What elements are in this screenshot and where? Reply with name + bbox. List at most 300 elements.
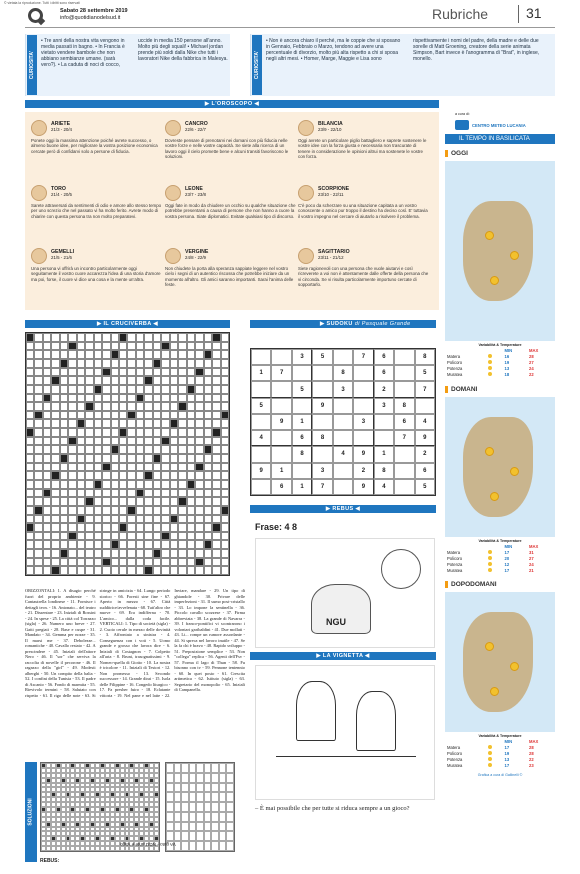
crossword-cell[interactable] (195, 411, 203, 420)
sudoku-cell[interactable]: 9 (415, 430, 435, 446)
crossword-cell[interactable] (170, 489, 178, 498)
crossword-cell[interactable] (77, 489, 85, 498)
crossword-cell[interactable] (68, 558, 76, 567)
crossword-cell[interactable] (153, 497, 161, 506)
crossword-cell[interactable] (195, 549, 203, 558)
crossword-cell[interactable] (77, 523, 85, 532)
crossword-cell[interactable] (178, 549, 186, 558)
crossword-cell[interactable] (51, 428, 59, 437)
crossword-cell[interactable] (111, 480, 119, 489)
crossword-cell[interactable] (178, 359, 186, 368)
crossword-cell[interactable] (94, 402, 102, 411)
crossword-cell[interactable] (178, 540, 186, 549)
crossword-cell[interactable] (144, 523, 152, 532)
crossword-cell[interactable] (195, 480, 203, 489)
crossword-cell[interactable] (212, 566, 220, 575)
crossword-cell[interactable] (43, 549, 51, 558)
crossword-cell[interactable] (144, 428, 152, 437)
crossword-cell[interactable] (221, 558, 229, 567)
crossword-cell[interactable] (204, 489, 212, 498)
crossword-cell[interactable] (26, 359, 34, 368)
crossword-cell[interactable] (68, 385, 76, 394)
crossword-cell[interactable] (153, 359, 161, 368)
sudoku-cell[interactable]: 3 (292, 349, 312, 365)
crossword-cell[interactable] (204, 411, 212, 420)
crossword-cell[interactable] (212, 359, 220, 368)
crossword-cell[interactable] (51, 454, 59, 463)
crossword-cell[interactable] (77, 480, 85, 489)
crossword-cell[interactable] (153, 523, 161, 532)
crossword-cell[interactable] (111, 359, 119, 368)
crossword-cell[interactable] (170, 428, 178, 437)
crossword-cell[interactable] (102, 368, 110, 377)
sudoku-cell[interactable]: 7 (271, 365, 291, 381)
crossword-cell[interactable] (195, 368, 203, 377)
crossword-cell[interactable] (161, 376, 169, 385)
crossword-cell[interactable] (102, 359, 110, 368)
crossword-cell[interactable] (161, 540, 169, 549)
crossword-cell[interactable] (51, 549, 59, 558)
crossword-cell[interactable] (111, 342, 119, 351)
crossword-cell[interactable] (221, 437, 229, 446)
crossword-cell[interactable] (212, 350, 220, 359)
crossword-cell[interactable] (34, 480, 42, 489)
crossword-cell[interactable] (195, 385, 203, 394)
sudoku-cell[interactable] (312, 446, 332, 462)
crossword-cell[interactable] (144, 566, 152, 575)
crossword-cell[interactable] (94, 558, 102, 567)
crossword-cell[interactable] (26, 376, 34, 385)
crossword-cell[interactable] (34, 419, 42, 428)
crossword-cell[interactable] (111, 385, 119, 394)
crossword-cell[interactable] (136, 445, 144, 454)
crossword-cell[interactable] (178, 566, 186, 575)
crossword-cell[interactable] (68, 411, 76, 420)
crossword-cell[interactable] (119, 532, 127, 541)
sudoku-cell[interactable]: 7 (394, 430, 414, 446)
crossword-cell[interactable] (136, 376, 144, 385)
crossword-cell[interactable] (85, 333, 93, 342)
crossword-cell[interactable] (187, 428, 195, 437)
crossword-cell[interactable] (68, 515, 76, 524)
sudoku-cell[interactable]: 9 (271, 414, 291, 430)
crossword-cell[interactable] (144, 411, 152, 420)
crossword-cell[interactable] (34, 368, 42, 377)
crossword-cell[interactable] (60, 523, 68, 532)
crossword-cell[interactable] (51, 385, 59, 394)
crossword-cell[interactable] (34, 437, 42, 446)
sudoku-cell[interactable]: 6 (271, 479, 291, 495)
crossword-cell[interactable] (60, 540, 68, 549)
crossword-cell[interactable] (178, 454, 186, 463)
sudoku-cell[interactable]: 8 (312, 430, 332, 446)
sudoku-cell[interactable]: 7 (312, 479, 332, 495)
crossword-cell[interactable] (51, 402, 59, 411)
crossword-cell[interactable] (187, 385, 195, 394)
crossword-cell[interactable] (77, 463, 85, 472)
sudoku-cell[interactable] (251, 414, 271, 430)
crossword-cell[interactable] (60, 480, 68, 489)
crossword-cell[interactable] (68, 523, 76, 532)
crossword-cell[interactable] (119, 471, 127, 480)
crossword-cell[interactable] (161, 428, 169, 437)
crossword-cell[interactable] (178, 419, 186, 428)
crossword-cell[interactable] (119, 566, 127, 575)
crossword-cell[interactable] (51, 489, 59, 498)
sudoku-cell[interactable]: 2 (374, 381, 394, 397)
crossword-cell[interactable] (51, 376, 59, 385)
crossword-cell[interactable] (26, 515, 34, 524)
crossword-cell[interactable] (127, 489, 135, 498)
crossword-cell[interactable] (26, 437, 34, 446)
crossword-cell[interactable] (170, 515, 178, 524)
crossword-cell[interactable] (94, 437, 102, 446)
crossword-cell[interactable] (153, 445, 161, 454)
crossword-cell[interactable] (43, 411, 51, 420)
crossword-cell[interactable] (43, 333, 51, 342)
crossword-cell[interactable] (136, 419, 144, 428)
crossword-cell[interactable] (77, 437, 85, 446)
crossword-cell[interactable] (153, 411, 161, 420)
sudoku-cell[interactable] (333, 414, 353, 430)
sudoku-cell[interactable]: 6 (292, 430, 312, 446)
crossword-cell[interactable] (51, 445, 59, 454)
crossword-cell[interactable] (51, 523, 59, 532)
crossword-cell[interactable] (170, 532, 178, 541)
crossword-cell[interactable] (221, 540, 229, 549)
crossword-cell[interactable] (178, 463, 186, 472)
sudoku-cell[interactable] (271, 349, 291, 365)
crossword-cell[interactable] (204, 506, 212, 515)
crossword-cell[interactable] (111, 333, 119, 342)
crossword-cell[interactable] (195, 532, 203, 541)
crossword-cell[interactable] (187, 437, 195, 446)
crossword-cell[interactable] (187, 333, 195, 342)
sudoku-cell[interactable]: 7 (415, 381, 435, 397)
crossword-cell[interactable] (34, 376, 42, 385)
crossword-cell[interactable] (127, 497, 135, 506)
sudoku-cell[interactable]: 8 (292, 446, 312, 462)
crossword-cell[interactable] (68, 342, 76, 351)
crossword-cell[interactable] (204, 428, 212, 437)
crossword-cell[interactable] (127, 394, 135, 403)
crossword-cell[interactable] (204, 437, 212, 446)
crossword-cell[interactable] (94, 376, 102, 385)
crossword-cell[interactable] (85, 549, 93, 558)
crossword-cell[interactable] (111, 376, 119, 385)
crossword-cell[interactable] (77, 402, 85, 411)
crossword-cell[interactable] (144, 558, 152, 567)
crossword-cell[interactable] (212, 402, 220, 411)
crossword-cell[interactable] (26, 394, 34, 403)
crossword-cell[interactable] (212, 471, 220, 480)
crossword-cell[interactable] (85, 445, 93, 454)
crossword-cell[interactable] (170, 394, 178, 403)
sudoku-cell[interactable]: 2 (415, 446, 435, 462)
crossword-cell[interactable] (119, 506, 127, 515)
crossword-cell[interactable] (178, 506, 186, 515)
sudoku-cell[interactable]: 4 (415, 414, 435, 430)
crossword-cell[interactable] (221, 497, 229, 506)
crossword-cell[interactable] (85, 376, 93, 385)
sudoku-cell[interactable]: 8 (333, 365, 353, 381)
crossword-cell[interactable] (178, 558, 186, 567)
crossword-cell[interactable] (204, 558, 212, 567)
crossword-cell[interactable] (43, 558, 51, 567)
crossword-cell[interactable] (60, 402, 68, 411)
crossword-cell[interactable] (136, 471, 144, 480)
crossword-cell[interactable] (68, 437, 76, 446)
crossword-cell[interactable] (77, 350, 85, 359)
crossword-cell[interactable] (127, 471, 135, 480)
crossword-cell[interactable] (102, 350, 110, 359)
crossword-cell[interactable] (178, 445, 186, 454)
crossword-cell[interactable] (85, 454, 93, 463)
crossword-cell[interactable] (170, 471, 178, 480)
crossword-cell[interactable] (77, 497, 85, 506)
sudoku-cell[interactable] (312, 365, 332, 381)
crossword-cell[interactable] (43, 497, 51, 506)
crossword-cell[interactable] (26, 463, 34, 472)
crossword-cell[interactable] (153, 463, 161, 472)
crossword-cell[interactable] (43, 454, 51, 463)
crossword-cell[interactable] (161, 523, 169, 532)
crossword-cell[interactable] (153, 540, 161, 549)
sudoku-cell[interactable] (251, 446, 271, 462)
crossword-cell[interactable] (161, 471, 169, 480)
crossword-cell[interactable] (111, 506, 119, 515)
crossword-cell[interactable] (34, 385, 42, 394)
crossword-cell[interactable] (94, 540, 102, 549)
crossword-cell[interactable] (51, 350, 59, 359)
crossword-cell[interactable] (102, 558, 110, 567)
crossword-cell[interactable] (68, 394, 76, 403)
sudoku-cell[interactable] (394, 381, 414, 397)
crossword-cell[interactable] (85, 359, 93, 368)
crossword-cell[interactable] (85, 558, 93, 567)
sudoku-cell[interactable]: 3 (333, 381, 353, 397)
crossword-cell[interactable] (221, 566, 229, 575)
crossword-cell[interactable] (221, 368, 229, 377)
crossword-cell[interactable] (43, 523, 51, 532)
sudoku-cell[interactable] (251, 381, 271, 397)
crossword-cell[interactable] (161, 489, 169, 498)
crossword-cell[interactable] (221, 480, 229, 489)
crossword-cell[interactable] (26, 558, 34, 567)
crossword-cell[interactable] (102, 480, 110, 489)
crossword-cell[interactable] (212, 376, 220, 385)
crossword-cell[interactable] (43, 471, 51, 480)
crossword-cell[interactable] (111, 566, 119, 575)
crossword-cell[interactable] (68, 463, 76, 472)
crossword-cell[interactable] (111, 489, 119, 498)
crossword-cell[interactable] (178, 376, 186, 385)
crossword-cell[interactable] (153, 333, 161, 342)
crossword-cell[interactable] (34, 497, 42, 506)
crossword-cell[interactable] (187, 515, 195, 524)
crossword-cell[interactable] (195, 566, 203, 575)
crossword-cell[interactable] (51, 515, 59, 524)
sudoku-cell[interactable]: 8 (415, 349, 435, 365)
crossword-cell[interactable] (212, 558, 220, 567)
crossword-cell[interactable] (187, 463, 195, 472)
crossword-cell[interactable] (161, 437, 169, 446)
crossword-cell[interactable] (34, 489, 42, 498)
crossword-cell[interactable] (195, 394, 203, 403)
crossword-cell[interactable] (195, 419, 203, 428)
crossword-cell[interactable] (111, 558, 119, 567)
crossword-cell[interactable] (195, 445, 203, 454)
crossword-cell[interactable] (94, 549, 102, 558)
crossword-cell[interactable] (43, 385, 51, 394)
crossword-cell[interactable] (119, 540, 127, 549)
crossword-cell[interactable] (68, 368, 76, 377)
crossword-cell[interactable] (170, 359, 178, 368)
crossword-cell[interactable] (221, 454, 229, 463)
crossword-cell[interactable] (170, 376, 178, 385)
sudoku-cell[interactable] (353, 365, 373, 381)
crossword-cell[interactable] (60, 385, 68, 394)
crossword-cell[interactable] (153, 454, 161, 463)
crossword-cell[interactable] (161, 333, 169, 342)
crossword-cell[interactable] (85, 350, 93, 359)
crossword-cell[interactable] (212, 411, 220, 420)
crossword-cell[interactable] (94, 394, 102, 403)
crossword-cell[interactable] (187, 489, 195, 498)
crossword-cell[interactable] (60, 532, 68, 541)
crossword-cell[interactable] (43, 342, 51, 351)
crossword-cell[interactable] (94, 506, 102, 515)
crossword-cell[interactable] (77, 558, 85, 567)
crossword-cell[interactable] (26, 506, 34, 515)
crossword-cell[interactable] (77, 506, 85, 515)
crossword-cell[interactable] (195, 376, 203, 385)
crossword-cell[interactable] (77, 566, 85, 575)
crossword-cell[interactable] (94, 333, 102, 342)
crossword-cell[interactable] (94, 471, 102, 480)
crossword-cell[interactable] (68, 506, 76, 515)
crossword-cell[interactable] (144, 480, 152, 489)
sudoku-cell[interactable]: 9 (251, 463, 271, 479)
crossword-cell[interactable] (119, 445, 127, 454)
crossword-cell[interactable] (119, 463, 127, 472)
crossword-cell[interactable] (60, 359, 68, 368)
crossword-cell[interactable] (60, 411, 68, 420)
crossword-cell[interactable] (102, 342, 110, 351)
crossword-cell[interactable] (34, 454, 42, 463)
crossword-cell[interactable] (204, 368, 212, 377)
crossword-cell[interactable] (102, 515, 110, 524)
crossword-cell[interactable] (26, 489, 34, 498)
crossword-cell[interactable] (212, 463, 220, 472)
crossword-cell[interactable] (153, 506, 161, 515)
crossword-cell[interactable] (204, 402, 212, 411)
crossword-cell[interactable] (111, 411, 119, 420)
crossword-cell[interactable] (111, 394, 119, 403)
crossword-cell[interactable] (178, 515, 186, 524)
crossword-cell[interactable] (60, 419, 68, 428)
crossword-cell[interactable] (51, 566, 59, 575)
crossword-cell[interactable] (34, 566, 42, 575)
crossword-cell[interactable] (221, 385, 229, 394)
sudoku-cell[interactable]: 2 (353, 463, 373, 479)
sudoku-cell[interactable]: 6 (415, 463, 435, 479)
crossword-cell[interactable] (161, 350, 169, 359)
sudoku-cell[interactable] (271, 430, 291, 446)
crossword-cell[interactable] (153, 368, 161, 377)
crossword-cell[interactable] (187, 497, 195, 506)
crossword-cell[interactable] (26, 368, 34, 377)
sudoku-cell[interactable] (312, 381, 332, 397)
crossword-cell[interactable] (77, 359, 85, 368)
crossword-cell[interactable] (161, 445, 169, 454)
crossword-cell[interactable] (77, 368, 85, 377)
crossword-cell[interactable] (221, 428, 229, 437)
crossword-cell[interactable] (85, 402, 93, 411)
crossword-cell[interactable] (136, 402, 144, 411)
crossword-cell[interactable] (178, 489, 186, 498)
crossword-cell[interactable] (153, 566, 161, 575)
crossword-cell[interactable] (221, 506, 229, 515)
crossword-cell[interactable] (195, 463, 203, 472)
crossword-cell[interactable] (34, 411, 42, 420)
sudoku-cell[interactable]: 4 (374, 479, 394, 495)
sudoku-cell[interactable] (271, 398, 291, 414)
crossword-cell[interactable] (127, 532, 135, 541)
crossword-cell[interactable] (77, 540, 85, 549)
crossword-cell[interactable] (111, 419, 119, 428)
sudoku-cell[interactable]: 8 (374, 463, 394, 479)
crossword-cell[interactable] (178, 480, 186, 489)
crossword-cell[interactable] (26, 532, 34, 541)
crossword-cell[interactable] (43, 394, 51, 403)
crossword-cell[interactable] (102, 394, 110, 403)
crossword-cell[interactable] (111, 549, 119, 558)
crossword-cell[interactable] (221, 549, 229, 558)
crossword-cell[interactable] (187, 566, 195, 575)
crossword-cell[interactable] (111, 515, 119, 524)
crossword-cell[interactable] (161, 454, 169, 463)
crossword-cell[interactable] (212, 419, 220, 428)
crossword-cell[interactable] (221, 463, 229, 472)
sudoku-cell[interactable]: 8 (394, 398, 414, 414)
crossword-cell[interactable] (68, 532, 76, 541)
crossword-cell[interactable] (144, 437, 152, 446)
crossword-cell[interactable] (60, 558, 68, 567)
crossword-cell[interactable] (127, 411, 135, 420)
crossword-cell[interactable] (34, 523, 42, 532)
crossword-cell[interactable] (204, 532, 212, 541)
crossword-cell[interactable] (94, 428, 102, 437)
crossword-cell[interactable] (136, 333, 144, 342)
crossword-cell[interactable] (127, 445, 135, 454)
crossword-cell[interactable] (85, 532, 93, 541)
crossword-cell[interactable] (77, 515, 85, 524)
crossword-cell[interactable] (127, 558, 135, 567)
crossword-cell[interactable] (102, 497, 110, 506)
crossword-cell[interactable] (119, 437, 127, 446)
crossword-cell[interactable] (178, 532, 186, 541)
sudoku-cell[interactable] (292, 365, 312, 381)
crossword-cell[interactable] (51, 506, 59, 515)
crossword-cell[interactable] (127, 506, 135, 515)
crossword-cell[interactable] (187, 471, 195, 480)
sudoku-cell[interactable]: 3 (312, 463, 332, 479)
crossword-cell[interactable] (26, 445, 34, 454)
crossword-cell[interactable] (94, 566, 102, 575)
crossword-cell[interactable] (43, 445, 51, 454)
crossword-cell[interactable] (119, 359, 127, 368)
